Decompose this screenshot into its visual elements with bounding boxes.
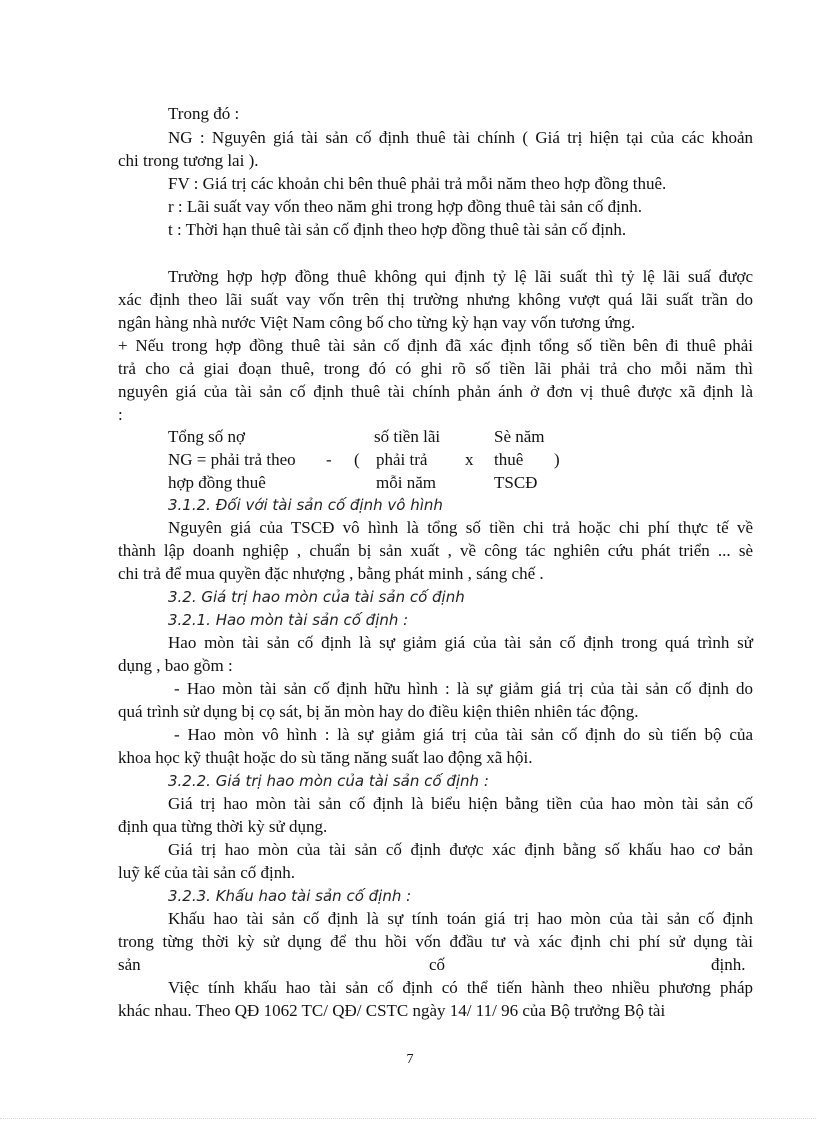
- text-line: + Nếu trong hợp đồng thuê tài sản cố định đã xác định tổng số tiền bên đi thuê phải: [118, 336, 753, 355]
- formula-operator: ): [554, 450, 560, 469]
- section-heading: 3.2.3. Khấu hao tài sản cố định :: [168, 887, 412, 905]
- formula-operator: (: [354, 450, 360, 469]
- text-line: khoa học kỹ thuật hoặc do sù tăng năng suất lao động xã hội.: [118, 748, 533, 767]
- text-line: r : Lãi suất vay vốn theo năm ghi trong hợp đồng thuê tài sản cố định.: [168, 197, 643, 216]
- formula-text: mỗi năm: [376, 473, 436, 492]
- text-line: NG : Nguyên giá tài sản cố định thuê tài chính ( Giá trị hiện tại của các khoản: [168, 128, 753, 147]
- formula-text: hợp đồng thuê: [168, 473, 266, 492]
- text-line: - Hao mòn vô hình : là sự giảm giá trị của tài sản cố định do sù tiến bộ của: [174, 725, 753, 744]
- text-line: thành lập doanh nghiệp , chuẩn bị sản xuất , về công tác nghiên cứu phát triển ... sè: [118, 541, 753, 560]
- text-line: Khấu hao tài sản cố định là sự tính toán giá trị hao mòn của tài sản cố định: [168, 909, 753, 928]
- text-line: t : Thời hạn thuê tài sản cố định theo hợp đồng thuê tài sản cố định.: [168, 220, 627, 239]
- formula-text: NG = phải trả theo: [168, 450, 296, 469]
- text-line: quá trình sử dụng bị cọ sát, bị ăn mòn hay do điều kiện thiên nhiên tác động.: [118, 702, 639, 721]
- text-line: dụng , bao gồm :: [118, 656, 233, 675]
- text-line: trả cho cả giai đoạn thuê, trong đó có ghi rõ số tiền lãi phải trả cho mỗi năm thì: [118, 359, 753, 378]
- section-heading: 3.1.2. Đối với tài sản cố định vô hình: [168, 496, 443, 514]
- text-line: - Hao mòn tài sản cố định hữu hình : là sự giảm giá trị của tài sản cố định do: [174, 679, 753, 698]
- page-number: 7: [406, 1052, 414, 1067]
- page-bottom-divider: [0, 1118, 816, 1119]
- text-line: Hao mòn tài sản cố định là sự giảm giá của tài sản cố định trong quá trình sử: [168, 633, 753, 652]
- text-line: Trường hợp hợp đồng thuê không qui định tỷ lệ lãi suất thì tỷ lệ lãi suấ được: [168, 267, 753, 286]
- formula-text: TSCĐ: [494, 473, 538, 492]
- text-line: chi trong tương lai ).: [118, 151, 259, 170]
- section-heading: 3.2. Giá trị hao mòn của tài sản cố định: [168, 588, 465, 606]
- text-line: luỹ kế của tài sản cố định.: [118, 863, 296, 882]
- text-line: chi trả để mua quyền đặc nhượng , bằng phát minh , sáng chế .: [118, 564, 544, 583]
- text-line: Trong đó :: [168, 104, 240, 123]
- section-heading: 3.2.1. Hao mòn tài sản cố định :: [168, 611, 409, 629]
- text-line: định qua từng thời kỳ sử dụng.: [118, 817, 328, 836]
- text-line: FV : Giá trị các khoản chi bên thuê phải trả mỗi năm theo hợp đồng thuê.: [168, 174, 667, 193]
- formula-operator: x: [465, 450, 474, 469]
- text-line: Giá trị hao mòn của tài sản cố định được xác định bằng số khấu hao cơ bản: [168, 840, 753, 859]
- text-line: nguyên giá của tài sản cố định thuê tài chính phản ánh ở đơn vị thuê được xã định là: [118, 382, 753, 401]
- text-line: ngân hàng nhà nước Việt Nam công bố cho từng kỳ hạn vay vốn tương ứng.: [118, 313, 636, 332]
- formula-operator: -: [326, 450, 332, 469]
- section-heading: 3.2.2. Giá trị hao mòn của tài sản cố định :: [168, 772, 489, 790]
- text-line: :: [118, 405, 123, 424]
- formula-text: thuê: [494, 450, 524, 469]
- text-line: xác định theo lãi suất vay vốn trên thị trường nhưng không vượt quá lãi suất trần do: [118, 290, 753, 309]
- formula-text: phải trả: [376, 450, 428, 469]
- text-line: định.: [711, 955, 746, 974]
- formula-text: số tiền lãi: [374, 427, 441, 446]
- text-line: sản: [118, 955, 141, 974]
- text-line: cố: [429, 955, 446, 974]
- text-line: khác nhau. Theo QĐ 1062 TC/ QĐ/ CSTC ngày 14/ 11/ 96 của Bộ trưởng Bộ tài: [118, 1001, 666, 1020]
- text-line: trong từng thời kỳ sử dụng để thu hồi vốn đđầu tư và xác định chi phí sử dụng tài: [118, 932, 753, 951]
- formula-text: Tổng số nợ: [168, 427, 245, 446]
- text-line: Giá trị hao mòn tài sản cố định là biểu hiện bằng tiền của hao mòn tài sản cố: [168, 794, 753, 813]
- text-line: Việc tính khấu hao tài sản cố định có thể tiến hành theo nhiều phương pháp: [168, 978, 753, 997]
- formula-text: Sè năm: [494, 427, 545, 446]
- text-line: Nguyên giá của TSCĐ vô hình là tổng số tiền chi trả hoặc chi phí thực tế về: [168, 518, 753, 537]
